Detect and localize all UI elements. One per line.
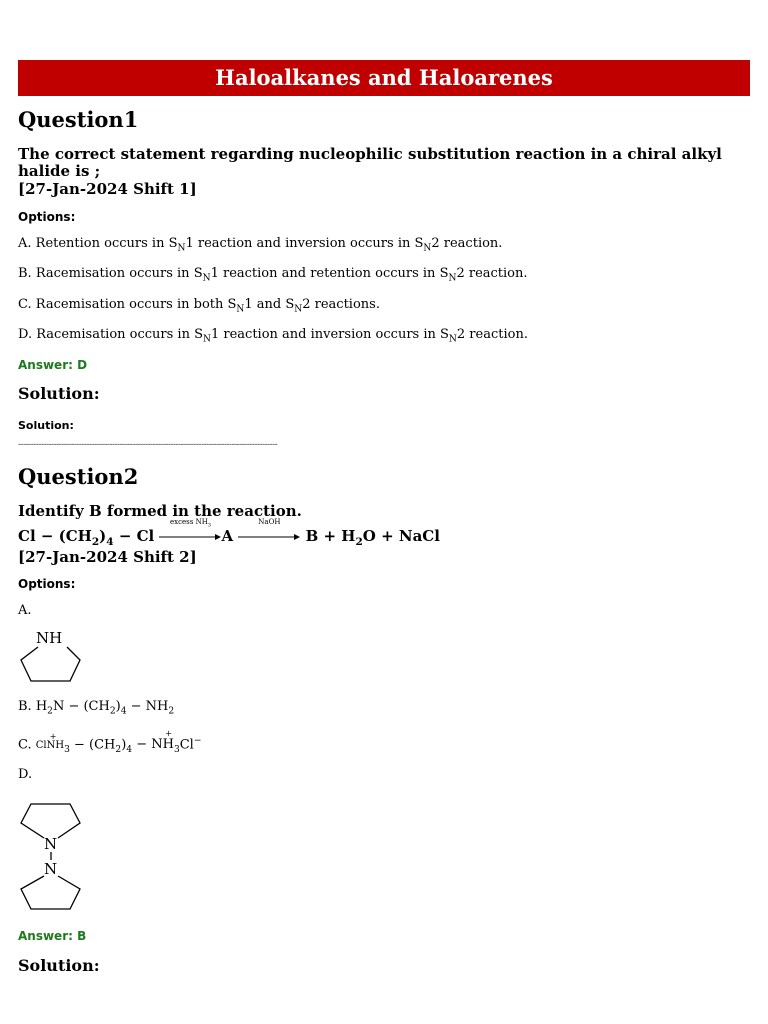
question-2-option-c: C. ClNH + $_3 - (CH_2)_4$ − NH + $_3$Cl− (18, 729, 202, 755)
question-1-title: Question1 (18, 107, 139, 132)
question-1-option-d: D. Racemisation occurs in $S_N1$ reaction and inversion occurs in $S_N2$ reaction. (18, 327, 528, 345)
question-2-option-a-label: A. (18, 603, 32, 618)
svg-text:N: N (44, 835, 58, 853)
question-1-solution-heading: Solution: (18, 384, 100, 403)
question-2-solution-heading: Solution: (18, 956, 100, 975)
ammonium-right: − NH + (132, 729, 174, 753)
question-2-tag: [27-Jan-2024 Shift 2] (18, 548, 197, 566)
question-1-statement: The correct statement regarding nucleophilic substitution reaction in a chiral alkyl halide is ; (18, 145, 722, 180)
question-1-option-a: A. Retention occurs in $S_N1$ reaction and inversion occurs in $S_N2$ reaction. (18, 236, 503, 254)
svg-text:N: N (44, 860, 58, 878)
bipyrrolidine-structure (18, 800, 88, 915)
reaction-arrow-2: NaOH (238, 530, 300, 544)
ammonium-chloride-left: ClNH + (35, 732, 65, 752)
question-2-statement: Identify B formed in the reaction. (18, 502, 302, 520)
question-2-option-d-label: D. (18, 767, 33, 782)
reaction-arrow-1: excess $NH_3$ (159, 530, 221, 544)
question-1-options-label: Options: (18, 210, 76, 224)
question-2-equation: $Cl - (CH_2)_4 - Cl$ excess $NH_3$ A NaOH $B + H_2O$ + NaCl (18, 518, 440, 548)
question-1-answer: Answer: D (18, 358, 88, 372)
question-2-title: Question2 (18, 464, 139, 489)
question-1-option-b: B. Racemisation occurs in $S_N1$ reaction and retention occurs in $S_N2$ reaction. (18, 266, 528, 284)
pyrrolidine-structure (18, 628, 88, 686)
question-2-option-b: B. $H_2N - (CH_2)_4 - NH_2$ (18, 699, 175, 717)
svg-text:NH: NH (36, 629, 63, 647)
question-2-options-label: Options: (18, 577, 76, 591)
page-title-banner: Haloalkanes and Haloarenes (18, 60, 750, 96)
question-1-tag: [27-Jan-2024 Shift 1] (18, 180, 197, 198)
question-2-answer: Answer: B (18, 929, 87, 943)
question-1-option-c: C. Racemisation occurs in both $S_N1$ and $S_N2$ reactions. (18, 297, 380, 315)
divider: ------------------------------------------------------------------------------------------------------ (18, 440, 278, 450)
question-1-solution-text: Solution: (18, 419, 74, 432)
